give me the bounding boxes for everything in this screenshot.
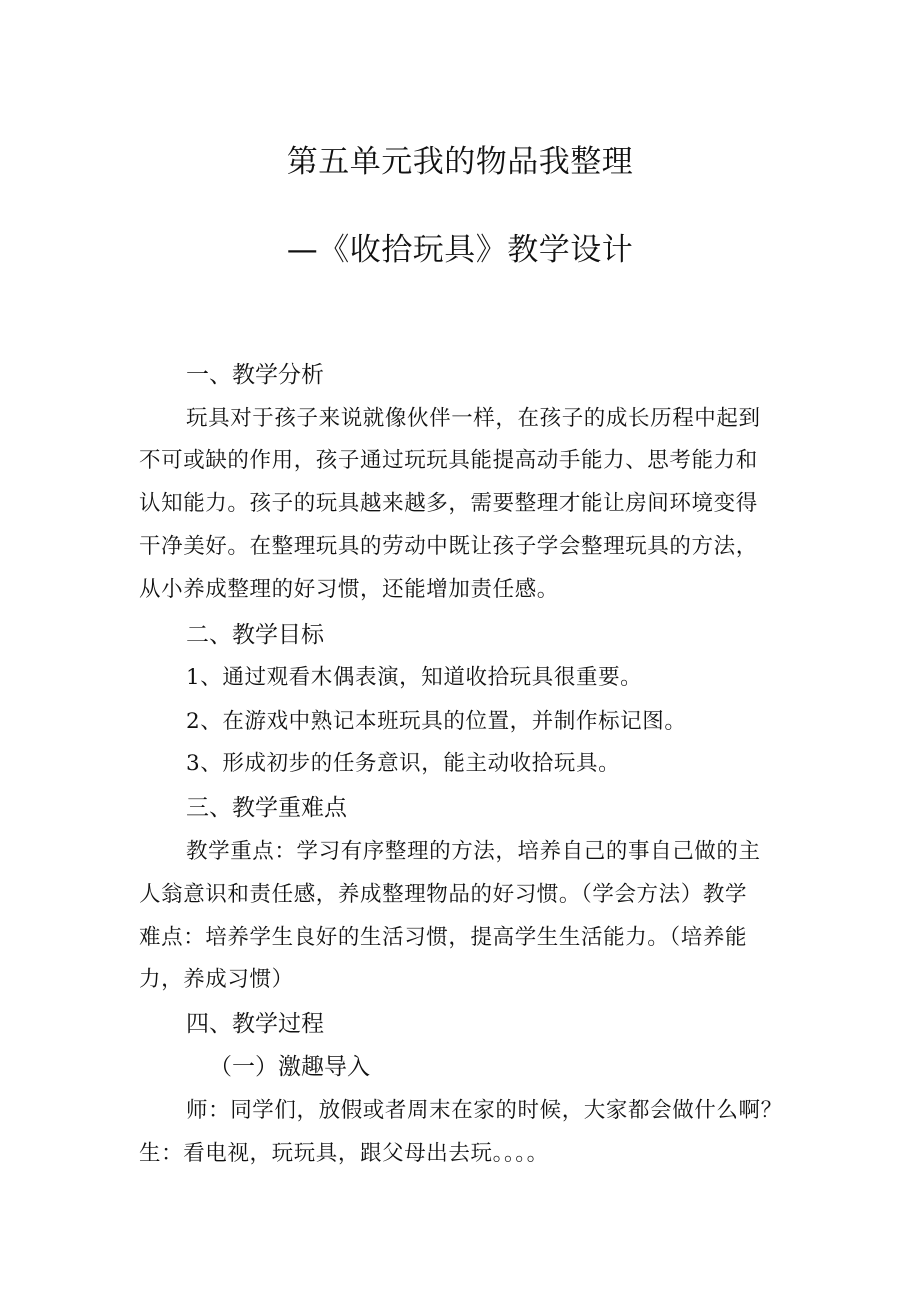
subsection-heading-intro: （一）激趣导入 [209,1054,370,1080]
objective-item: 1、通过观看木偶表演，知道收拾玩具很重要。 [186,665,643,690]
paragraph-line: 力，养成习惯） [139,967,294,992]
section-heading-process: 四、教学过程 [186,1011,324,1037]
paragraph-line: 认知能力。孩子的玩具越来越多，需要整理才能让房间环境变得 [139,491,758,516]
paragraph-line: 玩具对于孩子来说就像伙伴一样，在孩子的成长历程中起到 [186,406,761,431]
objective-item: 2、在游戏中熟记本班玩具的位置，并制作标记图。 [186,709,687,734]
section-heading-key-points: 三、教学重难点 [186,795,347,821]
paragraph-line: 从小养成整理的好习惯，还能增加责任感。 [139,577,559,602]
section-heading-analysis: 一、教学分析 [186,362,324,388]
dialogue-line: 生：看电视，玩玩具，跟父母出去玩。。。。 [139,1141,549,1166]
paragraph-line: 教学重点：学习有序整理的方法，培养自己的事自己做的主 [186,839,761,864]
dialogue-line: 师：同学们，放假或者周末在家的时候，大家都会做什么啊？ [186,1098,783,1123]
document-title: 第五单元我的物品我整理 [286,144,634,180]
objective-item: 3、形成初步的任务意识，能主动收拾玩具。 [186,751,621,776]
paragraph-line: 干净美好。在整理玩具的劳动中既让孩子学会整理玩具的方法， [139,534,758,559]
paragraph-line: 人翁意识和责任感，养成整理物品的好习惯。（学会方法）教学 [139,882,748,907]
paragraph-line: 不可或缺的作用，孩子通过玩玩具能提高动手能力、思考能力和 [139,448,758,473]
paragraph-line: 难点：培养学生良好的生活习惯，提高学生生活能力。（培养能 [139,925,748,950]
section-heading-objectives: 二、教学目标 [186,622,324,648]
document-subtitle: —《收拾玩具》教学设计 [286,232,634,268]
